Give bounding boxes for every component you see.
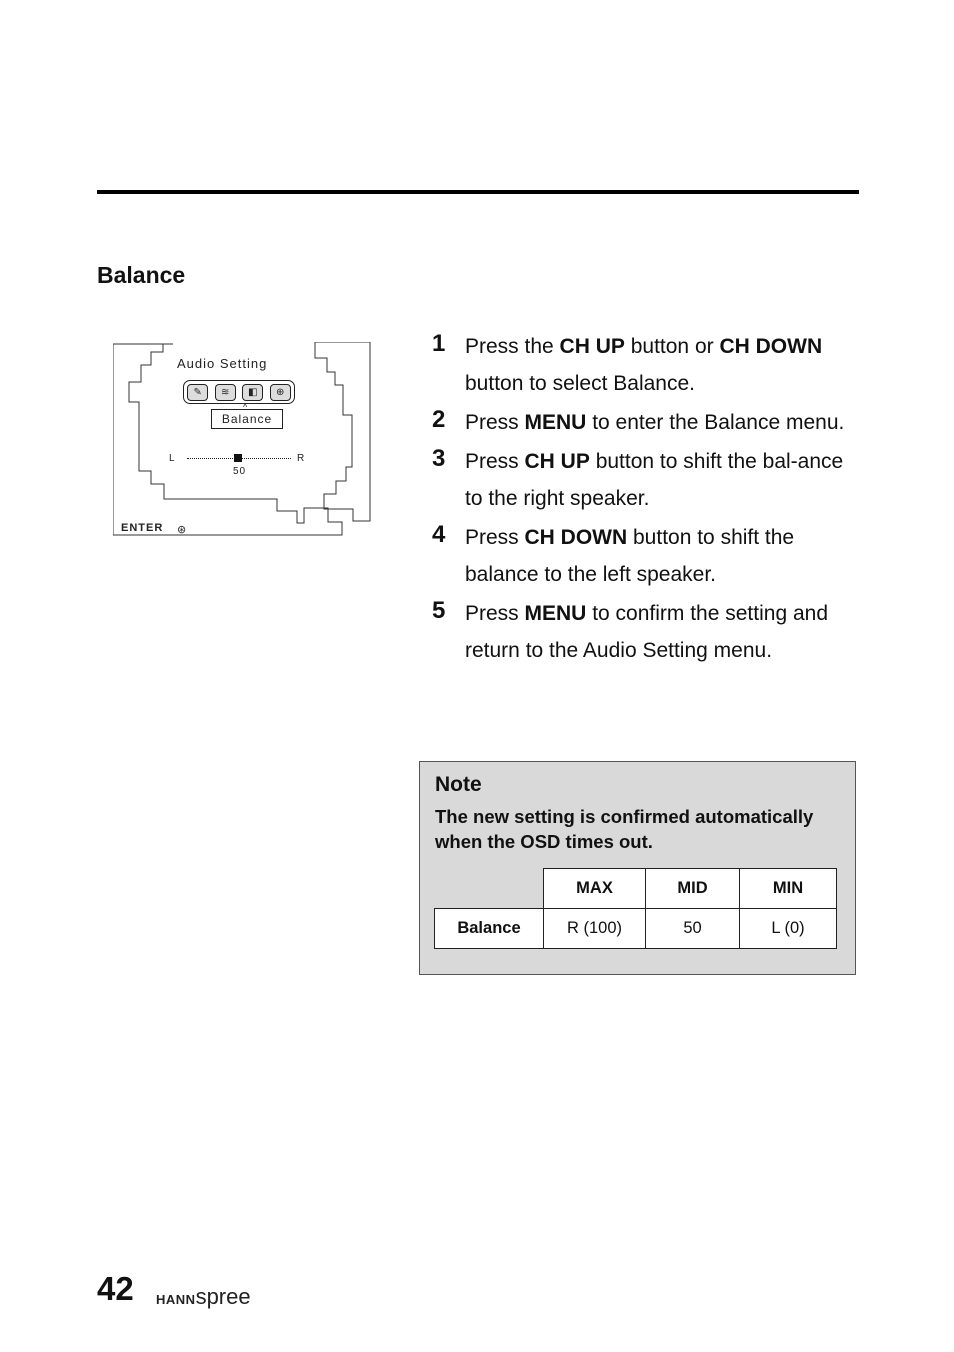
table-cell-min: L (0) <box>740 909 837 949</box>
step-text: Press CH UP button to shift the bal-ance to the right speaker. <box>465 450 844 510</box>
table-row-label: Balance <box>435 909 544 949</box>
step-number: 5 <box>432 597 446 624</box>
note-title: Note <box>435 773 482 796</box>
step-number: 3 <box>432 445 446 472</box>
sound-mode-icon: ✎ <box>187 384 208 401</box>
step-text: Press CH DOWN button to shift the balance to the left speaker. <box>465 526 795 586</box>
section-title: Balance <box>97 262 186 288</box>
step-text: Press MENU to confirm the setting and return to the Audio Setting menu. <box>465 602 828 662</box>
osd-left-label: L <box>169 453 175 464</box>
step-number: 4 <box>432 521 446 548</box>
step-item <box>432 597 852 669</box>
brand-logo: HANNspree <box>156 1284 251 1309</box>
table-header-max: MAX <box>544 869 646 909</box>
balance-table <box>434 868 837 949</box>
step-item <box>432 330 852 402</box>
table-corner-cell <box>435 869 544 909</box>
osd-right-label: R <box>297 453 305 464</box>
note-box <box>419 761 856 975</box>
table-cell-max: R (100) <box>544 909 646 949</box>
osd-frame <box>113 342 373 538</box>
step-item <box>432 521 852 593</box>
step-text: Press the CH UP button or CH DOWN button to select Balance. <box>465 335 823 395</box>
step-item <box>432 406 852 441</box>
bass-treble-icon: ≋ <box>215 384 236 401</box>
osd-value: 50 <box>233 466 247 477</box>
table-header-min: MIN <box>740 869 837 909</box>
header-rule <box>97 190 859 194</box>
steps-list <box>432 330 852 669</box>
table-header-mid: MID <box>646 869 740 909</box>
note-body: The new setting is confirmed automatically when the OSD times out. <box>435 806 814 852</box>
page-number: 42 <box>97 1270 134 1307</box>
table-header-row <box>435 869 837 909</box>
balance-speaker-icon: ◧ <box>242 384 263 401</box>
osd-title: Audio Setting <box>177 356 268 371</box>
osd-selected-item: Balance <box>211 409 283 429</box>
surround-icon: ⊕ <box>270 384 291 401</box>
caret-up-icon: ^ <box>243 402 248 412</box>
osd-icon-bar <box>183 380 295 404</box>
osd-slider-knob <box>234 454 242 462</box>
table-row <box>435 909 837 949</box>
osd-illustration <box>113 342 373 538</box>
step-text: Press MENU to enter the Balance menu. <box>465 411 845 434</box>
step-number: 1 <box>432 330 446 357</box>
step-number: 2 <box>432 406 446 433</box>
table-cell-mid: 50 <box>646 909 740 949</box>
step-item <box>432 445 852 517</box>
enter-icon: ⊛ <box>177 524 187 536</box>
osd-enter-label: ENTER <box>121 522 164 534</box>
